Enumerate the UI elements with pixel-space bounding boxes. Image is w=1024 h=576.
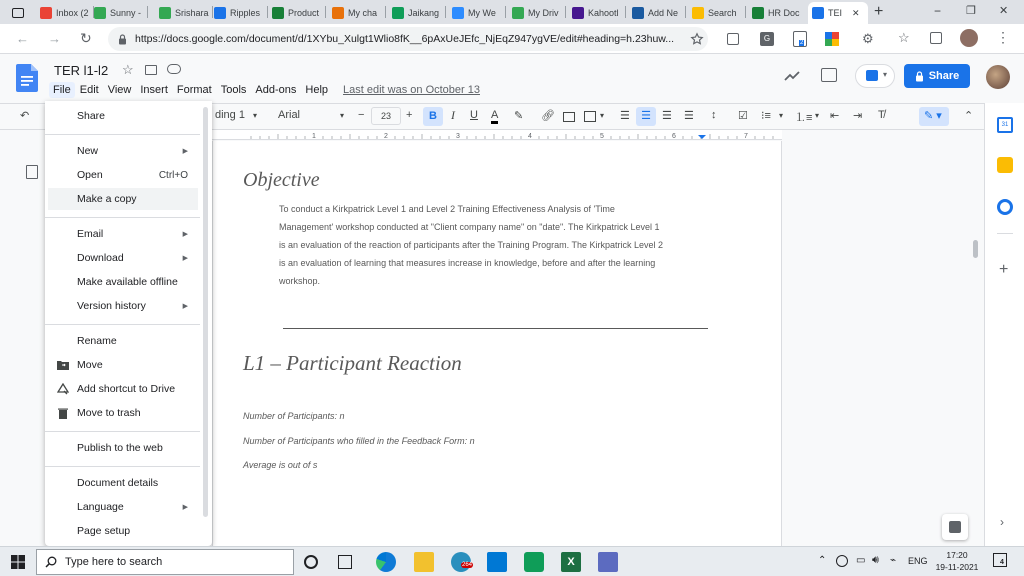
menu-item-publish-to-the-web[interactable] — [45, 437, 200, 459]
tab-label: Srishara — [175, 8, 209, 18]
tab-separator — [505, 6, 506, 18]
line-spacing-icon[interactable]: ↕ — [711, 109, 717, 121]
tab-separator — [745, 6, 746, 18]
ruler-number: 2 — [384, 133, 388, 140]
expand-panel-icon[interactable]: › — [1000, 515, 1004, 529]
insert-image-icon[interactable] — [584, 111, 596, 122]
average-text[interactable]: Average is out of s — [243, 460, 318, 470]
submenu-arrow-icon: ▶ — [182, 148, 188, 155]
objective-heading[interactable]: Objective — [243, 169, 320, 191]
outline-icon[interactable] — [26, 165, 38, 179]
omnibox[interactable] — [108, 27, 708, 51]
link-icon[interactable]: 🔗︎ — [541, 110, 555, 122]
tab-label: Product — [288, 8, 320, 18]
tab-separator — [685, 6, 686, 18]
menu-item-page-setup[interactable] — [45, 520, 200, 542]
tray-app-icon[interactable] — [836, 555, 848, 567]
tab-label: Add Ne — [648, 8, 679, 18]
ruler-number: 1 — [312, 133, 316, 140]
forward-icon[interactable]: → — [48, 31, 61, 46]
file-explorer-icon[interactable] — [414, 552, 434, 572]
menu-file[interactable]: File — [49, 82, 75, 98]
extension-g-icon[interactable]: G — [760, 32, 774, 46]
tab-label: Sunny - — [110, 8, 142, 18]
tab-label: Inbox (2 — [56, 8, 89, 18]
menu-item-label: Move to trash — [77, 407, 141, 419]
ruler-number: 5 — [600, 133, 604, 140]
text-line: workshop. — [279, 276, 321, 286]
restore-button[interactable]: ❐ — [966, 5, 976, 17]
text-line: Management' workshop conducted at "Client company name" on "date". The Kirkpatrick Level 1 — [279, 222, 660, 232]
account-avatar[interactable] — [986, 65, 1010, 89]
drive-shortcut-icon — [57, 383, 69, 395]
paragraph-style-dropdown[interactable]: ding 1 — [215, 109, 245, 121]
menu-item-language[interactable] — [45, 496, 200, 518]
network-app-icon[interactable] — [598, 552, 618, 572]
text-line: is an evaluation of the reaction of participants after the Training Program. The Kirkpatrick Level 2 — [279, 240, 664, 250]
url-text: https://docs.google.com/document/d/1XYbu_Xulgt1Wlio8fK__6pAxUeJEfc_NjEqZ947ygVE/edit#heading=h.23huw... — [135, 33, 675, 45]
keep-icon[interactable] — [997, 157, 1013, 173]
side-panel — [984, 103, 1024, 546]
menu-separator — [45, 324, 200, 325]
horizontal-rule — [283, 328, 708, 329]
ruler — [212, 130, 782, 140]
search-icon — [45, 556, 57, 568]
extension-icon[interactable] — [727, 33, 739, 45]
sheets-icon — [94, 7, 106, 19]
tab-label: My We — [468, 8, 496, 18]
back-icon[interactable]: ← — [16, 31, 29, 46]
l1-heading[interactable]: L1 – Participant Reaction — [243, 351, 462, 375]
browser-tab[interactable] — [748, 2, 803, 24]
last-edit-link[interactable]: Last edit was on October 13 — [343, 84, 480, 96]
sheets-icon — [159, 7, 171, 19]
cloud-status-icon — [167, 64, 181, 74]
submenu-arrow-icon: ▶ — [182, 504, 188, 511]
browser-tab[interactable] — [808, 2, 868, 24]
page-scrollbar-thumb[interactable] — [973, 240, 978, 258]
menu-item-make-a-copy[interactable] — [48, 188, 198, 210]
document-page — [212, 141, 782, 546]
font-dropdown[interactable]: Arial — [278, 109, 301, 121]
editing-mode-button[interactable]: ✎ ▾ — [919, 107, 949, 126]
align-justify-icon[interactable]: ☰ — [684, 110, 694, 122]
browser-tab[interactable] — [210, 2, 266, 24]
profile-avatar[interactable] — [960, 29, 978, 47]
close-tab-icon[interactable]: ✕ — [852, 7, 860, 18]
menu-bar — [49, 82, 480, 98]
network-icon[interactable]: ⌁ — [890, 555, 897, 566]
menu-separator — [45, 217, 200, 218]
drive-icon — [692, 7, 704, 19]
edge-icon[interactable] — [376, 552, 396, 572]
hide-menus-icon[interactable]: ⌃ — [964, 110, 974, 122]
menu-edit[interactable]: Edit — [79, 84, 99, 96]
menu-format[interactable]: Format — [176, 84, 212, 96]
browser-tab[interactable] — [448, 2, 504, 24]
text-line: is an evaluation of learning that measures increase in knowledge, before and after the learning — [279, 258, 656, 268]
menu-item-make-available-offline[interactable] — [45, 271, 200, 293]
add-icon — [272, 7, 284, 19]
menu-scrollbar[interactable] — [203, 107, 208, 517]
italic-button[interactable]: I — [451, 108, 455, 122]
chat-icon — [332, 7, 344, 19]
taskbar-search[interactable]: Type here to search — [36, 549, 294, 575]
explore-button[interactable] — [942, 514, 968, 540]
volume-icon[interactable]: 🔊︎ — [872, 554, 879, 566]
submenu-arrow-icon: ▶ — [182, 231, 188, 238]
tab-label: HR Doc — [768, 8, 800, 18]
kahoot-icon — [572, 7, 584, 19]
hangouts-chat-icon[interactable] — [524, 552, 544, 572]
participants-text[interactable]: Number of Participants: n — [243, 411, 345, 421]
menu-item-move[interactable] — [45, 354, 200, 376]
menu-item-label: Make available offline — [77, 276, 178, 288]
browser-tab[interactable] — [155, 2, 211, 24]
hr-icon — [632, 7, 644, 19]
menu-item-label: Move — [77, 359, 103, 371]
minimize-button[interactable]: − — [934, 4, 942, 18]
menu-item-label: Publish to the web — [77, 442, 163, 454]
ruler-ticks — [212, 130, 782, 140]
menu-item-label: Make a copy — [77, 193, 137, 205]
ruler-number: 4 — [528, 133, 532, 140]
chevron-down-icon: ▾ — [600, 111, 605, 120]
menu-tools[interactable]: Tools — [220, 84, 247, 96]
menu-item-label: New — [77, 145, 99, 157]
reading-list-icon[interactable]: ☆ — [898, 30, 910, 45]
tab-separator — [385, 6, 386, 18]
clear-formatting-icon[interactable]: T̸ — [878, 109, 885, 121]
menu-item-label: Open — [77, 169, 103, 181]
meet-icon — [866, 70, 878, 81]
tab-separator — [565, 6, 566, 18]
battery-icon[interactable]: ▭ — [856, 555, 866, 566]
add-icon — [752, 7, 764, 19]
chevron-down-icon: ▾ — [779, 111, 784, 120]
windows-start-icon[interactable] — [11, 555, 25, 569]
address-bar — [0, 24, 1024, 54]
tasks-icon[interactable] — [997, 199, 1013, 215]
windows-taskbar — [0, 546, 1024, 576]
mail-icon[interactable] — [487, 552, 507, 572]
present-meet-button[interactable] — [855, 64, 895, 88]
comments-icon[interactable] — [821, 68, 837, 82]
tab-label: TEI — [828, 8, 843, 18]
decrease-indent-icon[interactable]: ⇤ — [830, 110, 840, 122]
menu-item-download[interactable] — [45, 247, 200, 269]
ruler-number: 6 — [672, 133, 676, 140]
extension-color-icon[interactable] — [825, 32, 839, 46]
tab-separator — [147, 6, 148, 18]
menu-item-label: Share — [77, 110, 106, 122]
text-color-button[interactable]: A — [491, 109, 498, 124]
right-indent-marker[interactable] — [698, 135, 706, 139]
tab-search-icon[interactable] — [930, 32, 942, 44]
ruler-number: 3 — [456, 133, 460, 140]
clock[interactable]: 17:20 19-11-2021 — [935, 550, 979, 572]
extension-badge-icon[interactable]: 2 — [793, 31, 807, 47]
menu-item-label: Email — [77, 228, 104, 240]
reload-icon[interactable]: ↻ — [80, 30, 92, 46]
skype-icon[interactable]: 264 — [451, 552, 471, 572]
tab-separator — [625, 6, 626, 18]
window-list-icon — [12, 8, 24, 18]
browser-tab[interactable] — [90, 2, 146, 24]
menu-item-label: Version history — [77, 300, 146, 312]
undo-icon[interactable]: ↶ — [20, 110, 30, 122]
submenu-arrow-icon: ▶ — [182, 303, 188, 310]
docs-header — [0, 54, 984, 102]
move-folder-icon[interactable] — [145, 65, 157, 75]
align-center-icon[interactable]: ☰ — [636, 107, 656, 126]
tab-label: Ripples — [230, 8, 261, 18]
chevron-down-icon: ▾ — [883, 70, 888, 79]
menu-help[interactable]: Help — [305, 84, 329, 96]
menu-item-version-history[interactable] — [45, 295, 200, 317]
objective-paragraph[interactable] — [279, 200, 663, 290]
doc-title[interactable]: TER l1-l2 — [54, 63, 109, 78]
side-divider — [997, 233, 1013, 234]
underline-button[interactable]: U — [470, 109, 478, 121]
language-indicator[interactable]: ENG — [908, 556, 928, 566]
menu-item-label: Rename — [77, 335, 117, 347]
menu-separator — [45, 466, 200, 467]
font-size-increase-button[interactable]: + — [406, 109, 413, 121]
menu-shortcut: Ctrl+O — [158, 169, 188, 181]
ripples-icon — [214, 7, 226, 19]
browser-tab-strip — [0, 0, 1024, 24]
menu-item-label: Document details — [77, 477, 159, 489]
font-size-decrease-button[interactable]: − — [358, 109, 365, 121]
browser-tab[interactable] — [36, 2, 92, 24]
lock-icon — [915, 71, 924, 82]
star-bookmark-icon[interactable] — [690, 32, 704, 46]
menu-item-open[interactable] — [45, 164, 200, 186]
browser-tab[interactable] — [388, 2, 444, 24]
notification-icon[interactable]: 4 — [993, 553, 1007, 567]
tray-expand-icon[interactable]: ⌃ — [818, 555, 827, 566]
menu-item-move-to-trash[interactable] — [45, 402, 200, 424]
add-addon-icon[interactable]: + — [999, 261, 1009, 278]
gmail-icon — [40, 7, 52, 19]
bold-button[interactable]: B — [423, 107, 443, 126]
browser-tab[interactable] — [568, 2, 624, 24]
close-window-button[interactable]: ✕ — [999, 5, 1009, 17]
lock-icon — [118, 34, 127, 45]
browser-tab[interactable] — [688, 2, 744, 24]
trash-icon — [57, 407, 69, 419]
tab-separator — [325, 6, 326, 18]
calendar-icon[interactable]: 31 — [997, 117, 1013, 133]
tab-label: My Driv — [528, 8, 559, 18]
menu-item-label: Download — [77, 252, 124, 264]
menu-insert[interactable]: Insert — [140, 84, 168, 96]
star-icon[interactable]: ☆ — [122, 62, 134, 77]
menu-separator — [45, 134, 200, 135]
browser-tab[interactable] — [628, 2, 684, 24]
submenu-arrow-icon: ▶ — [182, 255, 188, 262]
numbered-list-icon[interactable]: ⒈≡ — [795, 112, 813, 124]
menu-view[interactable]: View — [107, 84, 132, 96]
menu-item-label: Add shortcut to Drive — [77, 383, 176, 395]
more-options-icon[interactable]: ⋮ — [996, 29, 1010, 45]
tab-separator — [445, 6, 446, 18]
excel-icon[interactable]: X — [561, 552, 581, 572]
tab-label: Search — [708, 8, 737, 18]
feedback-text[interactable]: Number of Participants who filled in the Feedback Form: n — [243, 436, 475, 446]
menu-item-share[interactable] — [45, 105, 200, 127]
tab-label: My cha — [348, 8, 378, 18]
cortana-icon[interactable] — [304, 555, 318, 569]
menu-item-rename[interactable] — [45, 330, 200, 352]
extension-puzzle-icon[interactable]: ⚙ — [862, 31, 874, 46]
menu-item-label: Language — [77, 501, 124, 513]
menu-item-email[interactable] — [45, 223, 200, 245]
browser-tab[interactable] — [328, 2, 384, 24]
align-left-icon[interactable]: ☰ — [620, 110, 630, 122]
highlight-icon[interactable]: ✎ — [514, 110, 524, 122]
docs-icon — [812, 7, 824, 19]
share-button[interactable]: Share — [904, 64, 970, 88]
checklist-icon[interactable]: ☑ — [738, 110, 748, 122]
increase-indent-icon[interactable]: ⇥ — [853, 110, 863, 122]
activity-trend-icon[interactable] — [784, 70, 800, 82]
menu-item-new[interactable] — [45, 140, 200, 162]
sheets-icon — [512, 7, 524, 19]
task-view-icon[interactable] — [338, 555, 352, 569]
browser-tab[interactable] — [268, 2, 324, 24]
ruler-number: 7 — [744, 133, 748, 140]
menu-item-label: Page setup — [77, 525, 131, 537]
zoom-icon — [452, 7, 464, 19]
explore-icon — [949, 521, 961, 533]
menu-item-add-shortcut-to-drive[interactable] — [45, 378, 200, 400]
docs-logo-icon[interactable] — [16, 64, 38, 92]
browser-tab[interactable] — [508, 2, 564, 24]
chevron-down-icon: ▾ — [253, 111, 258, 120]
font-size-input[interactable]: 23 — [371, 107, 401, 125]
chevron-down-icon: ▾ — [815, 111, 820, 120]
chevron-down-icon: ▾ — [340, 111, 345, 120]
tab-label: Jaikang — [408, 8, 440, 18]
new-tab-button[interactable]: + — [874, 3, 884, 20]
tab-window-list[interactable] — [4, 2, 32, 24]
align-right-icon[interactable]: ☰ — [662, 110, 672, 122]
bullet-list-icon[interactable]: ⁝≡ — [761, 110, 771, 122]
comment-add-icon[interactable] — [563, 112, 575, 122]
menu-item-document-details[interactable] — [45, 472, 200, 494]
text-line: To conduct a Kirkpatrick Level 1 and Level 2 Training Effectiveness Analysis of 'Time — [279, 204, 615, 214]
folder-move-icon — [57, 359, 69, 371]
sheets-icon — [392, 7, 404, 19]
tab-label: Kahootl — [588, 8, 619, 18]
menu-addons[interactable]: Add-ons — [255, 84, 297, 96]
menu-separator — [45, 431, 200, 432]
file-menu — [45, 101, 212, 546]
